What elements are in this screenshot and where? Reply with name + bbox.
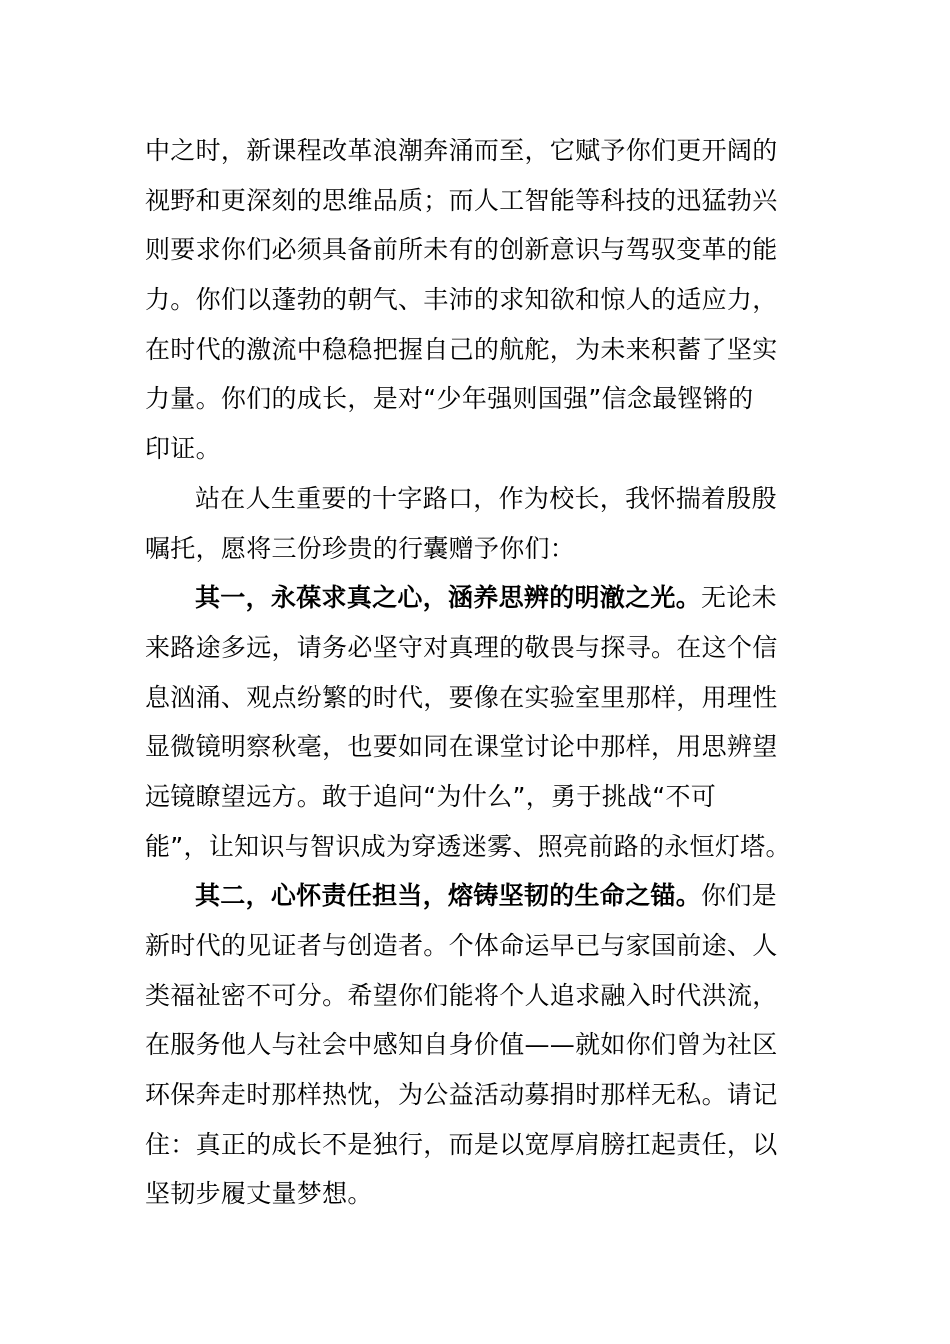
text-segment: 能”，让知识与智识成为穿透迷雾、照亮前路的永恒灯塔。 bbox=[145, 831, 791, 861]
text-line bbox=[145, 722, 809, 772]
paragraph-start-line bbox=[145, 474, 809, 524]
text-line bbox=[145, 176, 809, 226]
text-segment: 新时代的见证者与创造者。个体命运早已与家国前途、人 bbox=[145, 931, 778, 960]
text-segment: 远镜瞭望远方。敢于追问“为什么”，勇于挑战“不可 bbox=[145, 781, 717, 811]
paragraph-start-line bbox=[145, 871, 809, 921]
text-line bbox=[145, 971, 809, 1021]
text-segment: 力。你们以蓬勃的朝气、丰沛的求知欲和惊人的适应力， bbox=[145, 285, 778, 315]
text-line bbox=[145, 225, 809, 275]
text-segment: 息汹涌、观点纷繁的时代，要像在实验室里那样，用理性 bbox=[145, 682, 778, 712]
text-line bbox=[145, 822, 809, 872]
text-segment: 你们是 bbox=[701, 881, 777, 911]
text-line bbox=[145, 275, 809, 325]
text-segment: 环保奔走时那样热忱，为公益活动募捐时那样无私。请记 bbox=[145, 1080, 778, 1110]
text-segment: 类福祉密不可分。希望你们能将个人追求融入时代洪流， bbox=[145, 980, 778, 1010]
text-line bbox=[145, 126, 809, 176]
text-segment: 在服务他人与社会中感知自身价值——就如你们曾为社区 bbox=[145, 1030, 778, 1060]
text-line bbox=[145, 424, 809, 474]
paragraph-start-line bbox=[145, 573, 809, 623]
text-segment: 力量。你们的成长，是对“少年强则国强”信念最铿锵的 bbox=[145, 384, 754, 414]
text-line bbox=[145, 623, 809, 673]
text-segment: 来路途多远，请务必坚守对真理的敬畏与探寻。在这个信 bbox=[145, 632, 778, 662]
text-segment: 无论未 bbox=[701, 583, 777, 613]
text-line bbox=[145, 325, 809, 375]
text-line bbox=[145, 1070, 809, 1120]
text-line bbox=[145, 524, 809, 574]
text-segment: 中之时，新课程改革浪潮奔涌而至，它赋予你们更开阔的 bbox=[145, 136, 778, 165]
text-segment: 住：真正的成长不是独行，而是以宽厚肩膀扛起责任，以 bbox=[145, 1129, 778, 1159]
text-line bbox=[145, 374, 809, 424]
section-heading-two: 其二，心怀责任担当，熔铸坚韧的生命之锚。 bbox=[195, 881, 702, 911]
text-segment: 坚韧步履丈量梦想。 bbox=[145, 1179, 373, 1209]
text-segment: 则要求你们必须具备前所未有的创新意识与驾驭变革的能 bbox=[145, 235, 778, 265]
body-text bbox=[145, 126, 809, 1219]
text-segment: 视野和更深刻的思维品质；而人工智能等科技的迅猛勃兴 bbox=[145, 185, 778, 215]
text-line bbox=[145, 921, 809, 971]
text-segment: 显微镜明察秋毫，也要如同在课堂讨论中那样，用思辨望 bbox=[145, 732, 778, 762]
text-segment: 在时代的激流中稳稳把握自己的航舵，为未来积蓄了坚实 bbox=[145, 334, 778, 364]
section-heading-one: 其一，永葆求真之心，涵养思辨的明澈之光。 bbox=[195, 583, 702, 613]
text-segment: 站在人生重要的十字路口，作为校长，我怀揣着殷殷 bbox=[195, 483, 777, 513]
text-segment: 嘱托，愿将三份珍贵的行囊赠予你们： bbox=[145, 533, 576, 563]
text-line bbox=[145, 673, 809, 723]
text-line bbox=[145, 1169, 809, 1219]
text-line bbox=[145, 1120, 809, 1170]
text-line bbox=[145, 772, 809, 822]
text-segment: 印证。 bbox=[145, 434, 221, 464]
text-line bbox=[145, 1020, 809, 1070]
